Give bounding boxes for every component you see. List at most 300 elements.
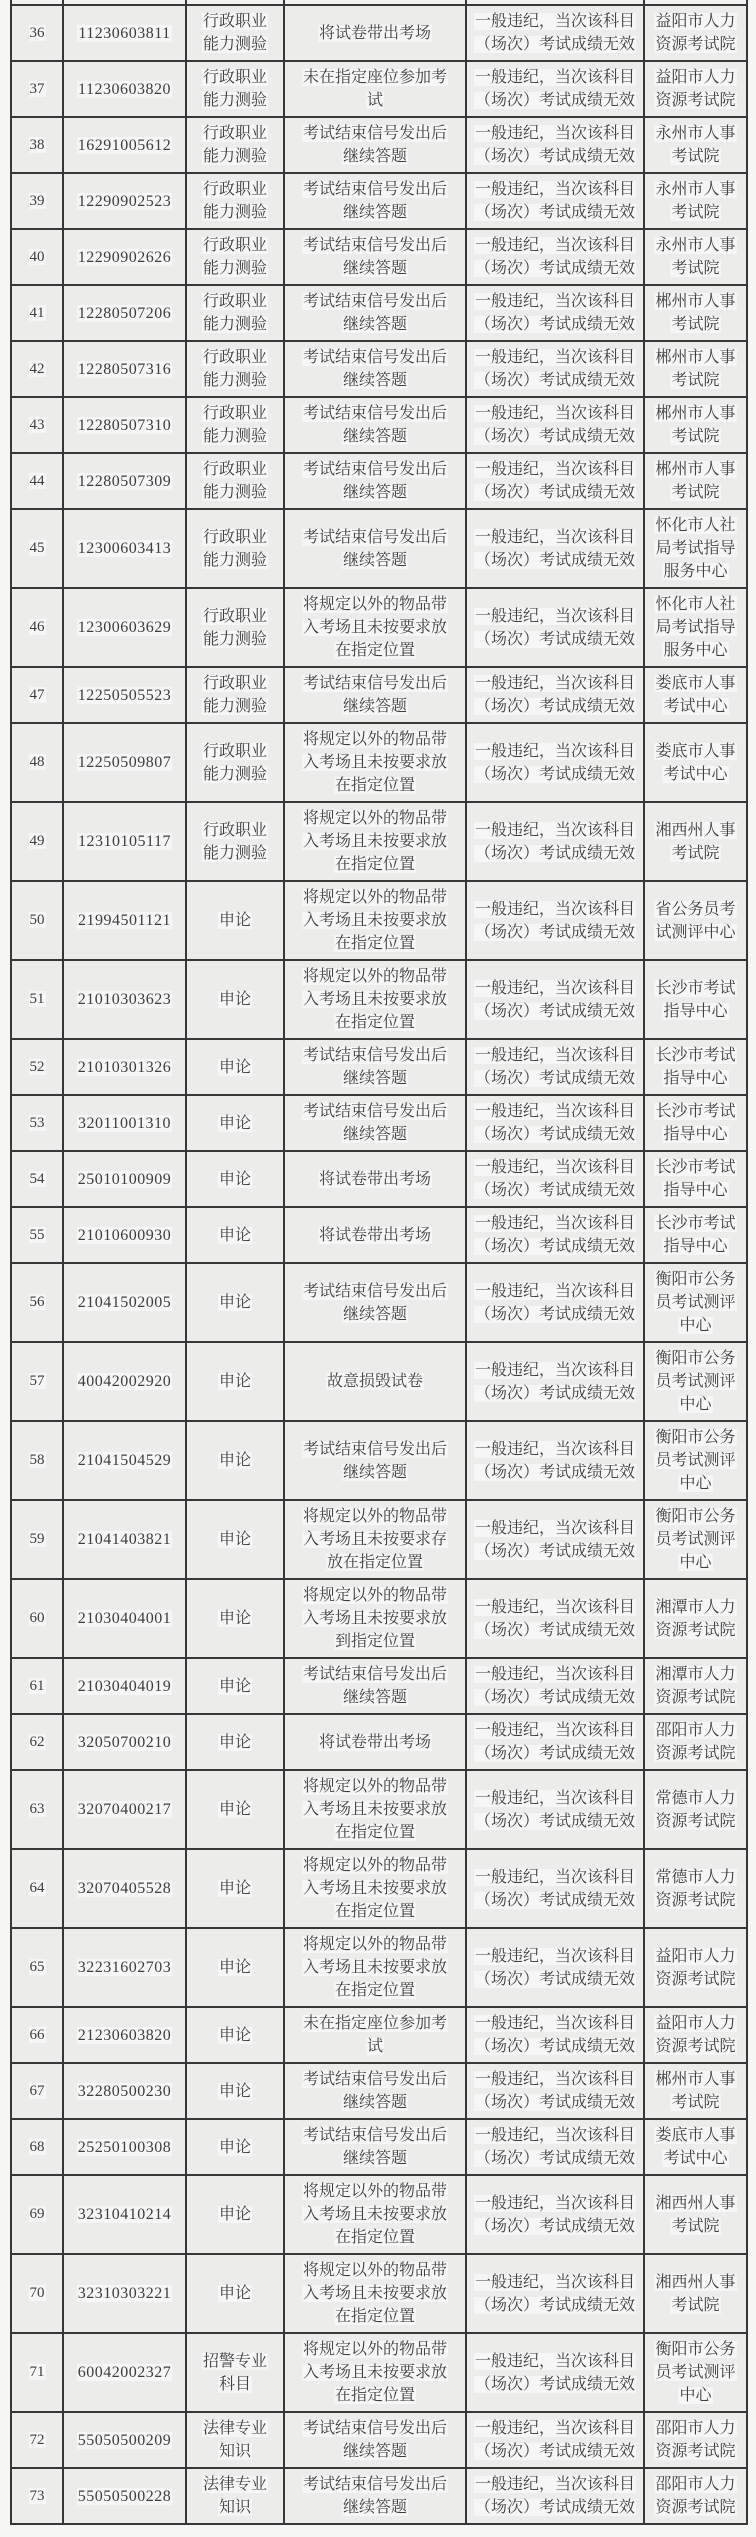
violation-description-text: 考试结束信号发出后继续答题 — [302, 1047, 447, 1087]
penalty-decision-text: 一般违纪，当次该科目（场次）考试成绩无效 — [475, 349, 636, 389]
certifying-agency-text: 郴州市人事考试院 — [655, 293, 736, 333]
exam-violation-table — [10, 0, 748, 2525]
cell-row-number — [11, 1849, 63, 1928]
cell-ticket-number — [63, 117, 186, 173]
exam-subject-text: 行政职业能力测验 — [202, 607, 267, 648]
cell-certifying-agency — [644, 2412, 747, 2468]
cell-violation-description — [284, 117, 466, 173]
cell-penalty-decision — [466, 509, 644, 588]
cell-certifying-agency — [644, 1207, 747, 1263]
penalty-decision-text: 一般违纪，当次该科目（场次）考试成绩无效 — [475, 69, 636, 109]
cell-row-number — [11, 1151, 63, 1207]
cell-row-number — [11, 1207, 63, 1263]
cell-certifying-agency — [644, 5, 747, 61]
ticket-number-text: 16291005612 — [77, 136, 172, 154]
cell-ticket-number — [63, 1039, 186, 1095]
cell-certifying-agency — [644, 881, 747, 960]
cell-violation-description — [284, 1928, 466, 2007]
table-row — [11, 1151, 747, 1207]
cell-penalty-decision — [466, 1039, 644, 1095]
cell-row-number — [11, 960, 63, 1039]
exam-subject-text: 申论 — [218, 1452, 251, 1469]
row-number-text: 57 — [29, 1373, 45, 1389]
cell-certifying-agency — [644, 1151, 747, 1207]
ticket-number-text: 55050500228 — [77, 2487, 172, 2505]
cell-violation-description — [284, 2412, 466, 2468]
cell-exam-subject — [186, 2254, 284, 2333]
cell-ticket-number — [63, 397, 186, 453]
cell-penalty-decision — [466, 2468, 644, 2524]
cell-certifying-agency — [644, 723, 747, 802]
cell-exam-subject — [186, 1039, 284, 1095]
violation-description-text: 将规定以外的物品带入考场且未按要求放在指定位置 — [302, 889, 447, 952]
exam-subject-text: 行政职业能力测验 — [202, 69, 267, 109]
penalty-decision-text: 一般违纪，当次该科目（场次）考试成绩无效 — [475, 1519, 636, 1560]
table-row — [11, 1095, 747, 1151]
cell-penalty-decision — [466, 1849, 644, 1928]
cell-row-number — [11, 453, 63, 509]
table-row — [11, 285, 747, 341]
exam-subject-text: 招警专业科目 — [202, 2352, 267, 2393]
certifying-agency-text: 常德市人力资源考试院 — [655, 1789, 736, 1830]
cell-violation-description — [284, 2468, 466, 2524]
cell-ticket-number — [63, 1263, 186, 1342]
penalty-decision-text: 一般违纪，当次该科目（场次）考试成绩无效 — [475, 2127, 636, 2167]
cell-exam-subject — [186, 667, 284, 723]
table-row — [11, 1658, 747, 1714]
ticket-number-text: 32050700210 — [77, 1733, 172, 1751]
ticket-number-text: 21230603820 — [77, 2026, 172, 2044]
violation-description-text: 将规定以外的物品带入考场且未按要求放在指定位置 — [302, 1936, 447, 1999]
cell-exam-subject — [186, 723, 284, 802]
cell-penalty-decision — [466, 1714, 644, 1770]
penalty-decision-text: 一般违纪，当次该科目（场次）考试成绩无效 — [475, 742, 636, 783]
row-number-text: 68 — [29, 2138, 45, 2155]
penalty-decision-text: 一般违纪，当次该科目（场次）考试成绩无效 — [475, 181, 636, 221]
table-row — [11, 453, 747, 509]
table-row — [11, 588, 747, 667]
violation-description-text: 考试结束信号发出后继续答题 — [302, 675, 447, 715]
cell-violation-description — [284, 588, 466, 667]
cell-ticket-number — [63, 1500, 186, 1579]
penalty-decision-text: 一般违纪，当次该科目（场次）考试成绩无效 — [475, 1666, 636, 1706]
certifying-agency-text: 湘西州人事考试院 — [655, 2194, 736, 2235]
exam-subject-text: 申论 — [218, 1170, 251, 1188]
cell-row-number — [11, 2175, 63, 2254]
violation-description-text: 故意损毁试卷 — [326, 1373, 423, 1390]
cell-violation-description — [284, 2007, 466, 2063]
table-row — [11, 2175, 747, 2254]
cell-violation-description — [284, 341, 466, 397]
certifying-agency-text: 衡阳市公务员考试测评中心 — [655, 1271, 736, 1334]
certifying-agency-text: 湘西州人事考试院 — [655, 821, 736, 862]
cell-row-number — [11, 1579, 63, 1658]
ticket-number-text: 32310410214 — [77, 2206, 172, 2223]
table-row — [11, 960, 747, 1039]
cell-certifying-agency — [644, 1039, 747, 1095]
cell-row-number — [11, 1658, 63, 1714]
certifying-agency-text: 益阳市人力资源考试院 — [655, 1947, 736, 1988]
ticket-number-text: 32070400217 — [77, 1801, 172, 1818]
cell-exam-subject — [186, 1500, 284, 1579]
cell-ticket-number — [63, 509, 186, 588]
cell-exam-subject — [186, 1207, 284, 1263]
exam-subject-text: 申论 — [218, 2082, 251, 2100]
table-row — [11, 2468, 747, 2524]
cell-violation-description — [284, 173, 466, 229]
cell-violation-description — [284, 1207, 466, 1263]
certifying-agency-text: 永州市人事考试院 — [655, 181, 736, 221]
ticket-number-text: 21041403821 — [77, 1531, 172, 1548]
row-number-text: 73 — [29, 2487, 45, 2504]
cell-exam-subject — [186, 1714, 284, 1770]
violation-description-text: 将规定以外的物品带入考场且未按要求放在指定位置 — [302, 810, 447, 873]
penalty-decision-text: 一般违纪，当次该科目（场次）考试成绩无效 — [475, 1361, 636, 1402]
exam-subject-text: 申论 — [218, 1880, 251, 1897]
penalty-decision-text: 一般违纪，当次该科目（场次）考试成绩无效 — [475, 1215, 636, 1255]
cell-certifying-agency — [644, 802, 747, 881]
violation-description-text: 将规定以外的物品带入考场且未按要求放在指定位置 — [302, 2341, 447, 2404]
cell-row-number — [11, 509, 63, 588]
exam-subject-text: 行政职业能力测验 — [202, 349, 267, 389]
violation-description-text: 将试卷带出考场 — [318, 24, 431, 42]
cell-row-number — [11, 341, 63, 397]
cell-violation-description — [284, 667, 466, 723]
violation-description-text: 考试结束信号发出后继续答题 — [302, 461, 447, 501]
exam-subject-text: 行政职业能力测验 — [202, 742, 267, 783]
cell-ticket-number — [63, 1928, 186, 2007]
cell-penalty-decision — [466, 2175, 644, 2254]
cell-penalty-decision — [466, 2333, 644, 2412]
ticket-number-text: 12280507206 — [77, 304, 172, 322]
row-number-text: 52 — [29, 1058, 45, 1075]
ticket-number-text: 21030404001 — [77, 1610, 172, 1627]
penalty-decision-text: 一般违纪，当次该科目（场次）考试成绩无效 — [475, 1047, 636, 1087]
violation-description-text: 考试结束信号发出后继续答题 — [302, 237, 447, 277]
row-number-text: 72 — [29, 2431, 45, 2448]
cell-exam-subject — [186, 341, 284, 397]
cell-row-number — [11, 5, 63, 61]
penalty-decision-text: 一般违纪，当次该科目（场次）考试成绩无效 — [475, 293, 636, 333]
cell-penalty-decision — [466, 1421, 644, 1500]
cell-penalty-decision — [466, 667, 644, 723]
exam-subject-text: 申论 — [218, 2285, 251, 2302]
exam-subject-text: 行政职业能力测验 — [202, 461, 267, 501]
table-row — [11, 2063, 747, 2119]
cell-exam-subject — [186, 2175, 284, 2254]
cell-row-number — [11, 2412, 63, 2468]
cell-certifying-agency — [644, 173, 747, 229]
cell-penalty-decision — [466, 2063, 644, 2119]
cell-penalty-decision — [466, 960, 644, 1039]
exam-subject-text: 法律专业知识 — [202, 2476, 267, 2516]
ticket-number-text: 60042002327 — [77, 2364, 172, 2381]
ticket-number-text: 12250505523 — [77, 686, 172, 704]
cell-penalty-decision — [466, 341, 644, 397]
certifying-agency-text: 常德市人力资源考试院 — [655, 1868, 736, 1909]
certifying-agency-text: 永州市人事考试院 — [655, 237, 736, 277]
cell-violation-description — [284, 1770, 466, 1849]
exam-subject-text: 申论 — [218, 1058, 251, 1076]
cell-row-number — [11, 2254, 63, 2333]
certifying-agency-text: 长沙市考试指导中心 — [655, 1215, 736, 1255]
cell-exam-subject — [186, 1151, 284, 1207]
cell-ticket-number — [63, 1095, 186, 1151]
ticket-number-text: 11230603820 — [78, 80, 171, 98]
cell-violation-description — [284, 881, 466, 960]
cell-penalty-decision — [466, 285, 644, 341]
penalty-decision-text: 一般违纪，当次该科目（场次）考试成绩无效 — [475, 1103, 636, 1143]
cell-exam-subject — [186, 2063, 284, 2119]
cell-ticket-number — [63, 723, 186, 802]
cell-certifying-agency — [644, 453, 747, 509]
penalty-decision-text: 一般违纪，当次该科目（场次）考试成绩无效 — [475, 900, 636, 941]
cell-certifying-agency — [644, 2007, 747, 2063]
cell-exam-subject — [186, 173, 284, 229]
violation-description-text: 将试卷带出考场 — [318, 1170, 431, 1188]
cell-ticket-number — [63, 2063, 186, 2119]
certifying-agency-text: 湘西州人事考试院 — [655, 2273, 736, 2314]
exam-subject-text: 申论 — [218, 1531, 251, 1548]
cell-violation-description — [284, 2333, 466, 2412]
cell-exam-subject — [186, 2412, 284, 2468]
row-number-text: 49 — [29, 833, 45, 849]
cell-penalty-decision — [466, 1658, 644, 1714]
table-body — [11, 0, 747, 2524]
table-row — [11, 2333, 747, 2412]
cell-exam-subject — [186, 397, 284, 453]
cell-penalty-decision — [466, 229, 644, 285]
cell-exam-subject — [186, 229, 284, 285]
certifying-agency-text: 怀化市人社局考试指导服务中心 — [655, 596, 736, 659]
cell-ticket-number — [63, 2007, 186, 2063]
exam-subject-text: 行政职业能力测验 — [202, 675, 267, 715]
violation-description-text: 将试卷带出考场 — [318, 1733, 431, 1751]
cell-violation-description — [284, 285, 466, 341]
cell-violation-description — [284, 723, 466, 802]
violation-description-text: 考试结束信号发出后继续答题 — [302, 2476, 447, 2516]
table-row — [11, 1039, 747, 1095]
violation-description-text: 未在指定座位参加考试 — [302, 2015, 447, 2055]
violation-description-text: 将规定以外的物品带入考场且未按要求存放在指定位置 — [302, 1508, 447, 1571]
violation-description-text: 将规定以外的物品带入考场且未按要求放在指定位置 — [302, 968, 447, 1031]
table-row — [11, 1770, 747, 1849]
violation-description-text: 考试结束信号发出后继续答题 — [302, 125, 447, 165]
ticket-number-text: 12300603629 — [77, 619, 172, 636]
row-number-text: 58 — [29, 1452, 45, 1468]
cell-penalty-decision — [466, 5, 644, 61]
penalty-decision-text: 一般违纪，当次该科目（场次）考试成绩无效 — [475, 979, 636, 1020]
ticket-number-text: 12290902523 — [77, 192, 172, 210]
ticket-number-text: 21994501121 — [78, 912, 171, 929]
table-row — [11, 1421, 747, 1500]
row-number-text: 67 — [29, 2082, 45, 2099]
table-row — [11, 173, 747, 229]
exam-subject-text: 法律专业知识 — [202, 2420, 267, 2460]
exam-subject-text: 申论 — [218, 1677, 251, 1695]
cell-certifying-agency — [644, 588, 747, 667]
exam-subject-text: 申论 — [218, 912, 251, 929]
penalty-decision-text: 一般违纪，当次该科目（场次）考试成绩无效 — [475, 13, 636, 53]
penalty-decision-text: 一般违纪，当次该科目（场次）考试成绩无效 — [475, 1947, 636, 1988]
penalty-decision-text: 一般违纪，当次该科目（场次）考试成绩无效 — [475, 1868, 636, 1909]
cell-violation-description — [284, 1849, 466, 1928]
row-number-text: 70 — [29, 2285, 45, 2301]
row-number-text: 54 — [29, 1170, 45, 1187]
row-number-text: 56 — [29, 1294, 45, 1310]
cell-penalty-decision — [466, 1928, 644, 2007]
exam-subject-text: 行政职业能力测验 — [202, 821, 267, 862]
cell-row-number — [11, 2333, 63, 2412]
cell-violation-description — [284, 802, 466, 881]
cell-row-number — [11, 1421, 63, 1500]
table-row — [11, 229, 747, 285]
table-row — [11, 1928, 747, 2007]
cell-row-number — [11, 1095, 63, 1151]
row-number-text: 63 — [29, 1801, 45, 1817]
cell-certifying-agency — [644, 1095, 747, 1151]
row-number-text: 42 — [29, 360, 45, 377]
cell-violation-description — [284, 397, 466, 453]
cell-penalty-decision — [466, 881, 644, 960]
cell-ticket-number — [63, 960, 186, 1039]
certifying-agency-text: 郴州市人事考试院 — [655, 461, 736, 501]
cell-penalty-decision — [466, 1095, 644, 1151]
cell-ticket-number — [63, 1421, 186, 1500]
penalty-decision-text: 一般违纪，当次该科目（场次）考试成绩无效 — [475, 1598, 636, 1639]
cell-certifying-agency — [644, 397, 747, 453]
ticket-number-text: 21010301326 — [77, 1058, 172, 1076]
cell-exam-subject — [186, 1263, 284, 1342]
cell-penalty-decision — [466, 1500, 644, 1579]
penalty-decision-text: 一般违纪，当次该科目（场次）考试成绩无效 — [475, 1789, 636, 1830]
cell-ticket-number — [63, 2412, 186, 2468]
certifying-agency-text: 长沙市考试指导中心 — [655, 1047, 736, 1087]
row-number-text: 41 — [29, 304, 45, 321]
cell-violation-description — [284, 2119, 466, 2175]
table-row — [11, 2119, 747, 2175]
violation-description-text: 将规定以外的物品带入考场且未按要求放在指定位置 — [302, 731, 447, 794]
row-number-text: 46 — [29, 619, 45, 635]
table-row — [11, 881, 747, 960]
ticket-number-text: 12250509807 — [77, 754, 172, 771]
row-number-text: 37 — [29, 80, 45, 97]
cell-violation-description — [284, 2254, 466, 2333]
cell-row-number — [11, 1263, 63, 1342]
cell-certifying-agency — [644, 285, 747, 341]
cell-row-number — [11, 1039, 63, 1095]
cell-row-number — [11, 397, 63, 453]
exam-subject-text: 行政职业能力测验 — [202, 237, 267, 277]
cell-ticket-number — [63, 1342, 186, 1421]
cell-certifying-agency — [644, 2175, 747, 2254]
row-number-text: 43 — [29, 416, 45, 433]
cell-exam-subject — [186, 1421, 284, 1500]
cell-penalty-decision — [466, 2254, 644, 2333]
certifying-agency-text: 省公务员考试测评中心 — [655, 900, 736, 941]
ticket-number-text: 11230603811 — [78, 24, 171, 42]
cell-exam-subject — [186, 1849, 284, 1928]
cell-certifying-agency — [644, 2254, 747, 2333]
cell-exam-subject — [186, 509, 284, 588]
row-number-text: 48 — [29, 754, 45, 770]
violation-description-text: 考试结束信号发出后继续答题 — [302, 293, 447, 333]
certifying-agency-text: 益阳市人力资源考试院 — [655, 69, 736, 109]
table-row — [11, 5, 747, 61]
violation-description-text: 考试结束信号发出后继续答题 — [302, 2071, 447, 2111]
cell-exam-subject — [186, 1658, 284, 1714]
cell-violation-description — [284, 1095, 466, 1151]
violation-description-text: 考试结束信号发出后继续答题 — [302, 405, 447, 445]
cell-penalty-decision — [466, 453, 644, 509]
cell-row-number — [11, 588, 63, 667]
violation-description-text: 将规定以外的物品带入考场且未按要求放在指定位置 — [302, 596, 447, 659]
certifying-agency-text: 怀化市人社局考试指导服务中心 — [655, 517, 736, 580]
certifying-agency-text: 永州市人事考试院 — [655, 125, 736, 165]
ticket-number-text: 21041504529 — [77, 1452, 172, 1469]
cell-violation-description — [284, 1039, 466, 1095]
penalty-decision-text: 一般违纪，当次该科目（场次）考试成绩无效 — [475, 675, 636, 715]
cell-certifying-agency — [644, 2063, 747, 2119]
certifying-agency-text: 郴州市人事考试院 — [655, 405, 736, 445]
violation-description-text: 考试结束信号发出后继续答题 — [302, 181, 447, 221]
cell-ticket-number — [63, 173, 186, 229]
cell-certifying-agency — [644, 1263, 747, 1342]
row-number-text: 59 — [29, 1531, 45, 1547]
ticket-number-text: 55050500209 — [77, 2431, 172, 2449]
cell-ticket-number — [63, 1658, 186, 1714]
table-row — [11, 397, 747, 453]
certifying-agency-text: 衡阳市公务员考试测评中心 — [655, 2341, 736, 2404]
table-row — [11, 509, 747, 588]
cell-exam-subject — [186, 588, 284, 667]
cell-ticket-number — [63, 667, 186, 723]
cell-exam-subject — [186, 285, 284, 341]
ticket-number-text: 12310105117 — [78, 833, 171, 850]
violation-description-text: 将试卷带出考场 — [318, 1226, 431, 1244]
certifying-agency-text: 益阳市人力资源考试院 — [655, 2015, 736, 2055]
cell-row-number — [11, 723, 63, 802]
violation-description-text: 将规定以外的物品带入考场且未按要求放在指定位置 — [302, 2183, 447, 2246]
cell-penalty-decision — [466, 1263, 644, 1342]
cell-violation-description — [284, 2063, 466, 2119]
certifying-agency-text: 长沙市考试指导中心 — [655, 1159, 736, 1199]
cell-ticket-number — [63, 1714, 186, 1770]
cell-exam-subject — [186, 61, 284, 117]
exam-subject-text: 行政职业能力测验 — [202, 181, 267, 221]
cell-violation-description — [284, 1714, 466, 1770]
penalty-decision-text: 一般违纪，当次该科目（场次）考试成绩无效 — [475, 2015, 636, 2055]
ticket-number-text: 32280500230 — [77, 2082, 172, 2100]
exam-subject-text: 申论 — [218, 991, 251, 1008]
penalty-decision-text: 一般违纪，当次该科目（场次）考试成绩无效 — [475, 821, 636, 862]
cell-row-number — [11, 173, 63, 229]
cell-row-number — [11, 802, 63, 881]
penalty-decision-text: 一般违纪，当次该科目（场次）考试成绩无效 — [475, 461, 636, 501]
cell-penalty-decision — [466, 61, 644, 117]
cell-violation-description — [284, 2175, 466, 2254]
exam-subject-text: 申论 — [218, 1373, 251, 1390]
ticket-number-text: 12290902626 — [77, 248, 172, 266]
row-number-text: 40 — [29, 248, 45, 265]
exam-subject-text: 申论 — [218, 1959, 251, 1976]
table-row — [11, 2254, 747, 2333]
ticket-number-text: 21010600930 — [77, 1226, 172, 1244]
violation-description-text: 将规定以外的物品带入考场且未按要求放到指定位置 — [302, 1587, 447, 1650]
cell-penalty-decision — [466, 1151, 644, 1207]
ticket-number-text: 12300603413 — [77, 540, 172, 557]
ticket-number-text: 12280507316 — [77, 360, 172, 378]
